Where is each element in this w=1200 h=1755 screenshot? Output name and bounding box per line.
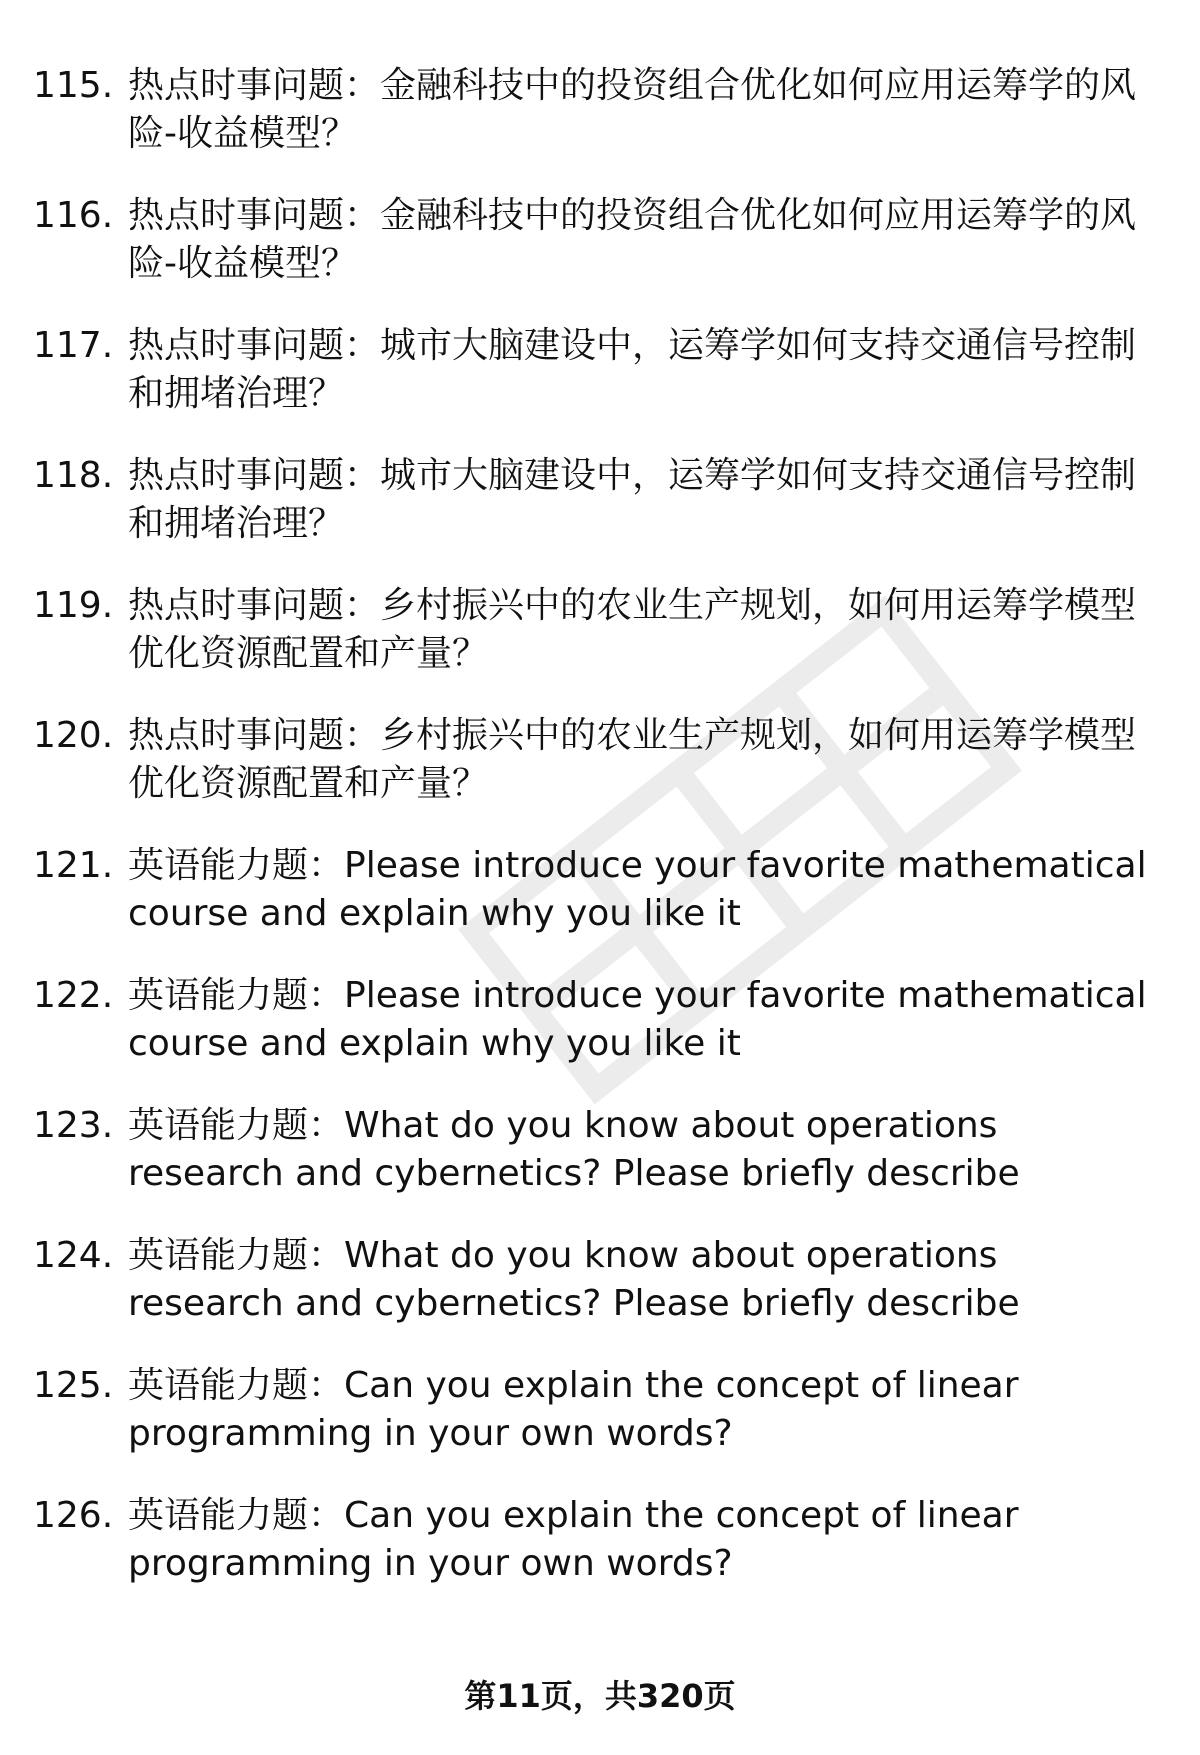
question-item-121 <box>33 842 1173 938</box>
question-number: 120. <box>33 715 114 756</box>
question-item-119 <box>33 582 1173 678</box>
question-item-120 <box>33 712 1173 808</box>
question-number: 118. <box>33 455 114 496</box>
question-number: 115. <box>33 65 114 106</box>
question-text: 热点时事问题：金融科技中的投资组合优化如何应用运筹学的风险-收益模型？ <box>128 65 1137 154</box>
question-number: 121. <box>33 845 114 886</box>
question-text: 热点时事问题：金融科技中的投资组合优化如何应用运筹学的风险-收益模型？ <box>128 195 1137 284</box>
question-text: 热点时事问题：乡村振兴中的农业生产规划，如何用运筹学模型优化资源配置和产量？ <box>128 585 1137 674</box>
question-item-122 <box>33 972 1173 1068</box>
question-item-117 <box>33 322 1173 418</box>
question-number: 116. <box>33 195 114 236</box>
question-item-116 <box>33 192 1173 288</box>
question-text: 热点时事问题：城市大脑建设中，运筹学如何支持交通信号控制和拥堵治理？ <box>128 325 1137 414</box>
question-item-123 <box>33 1102 1173 1198</box>
question-text: 热点时事问题：乡村振兴中的农业生产规划，如何用运筹学模型优化资源配置和产量？ <box>128 715 1137 804</box>
page-footer: 第11页，共320页 <box>464 1677 736 1715</box>
question-text: 英语能力题：Please introduce your favorite mathematical course and explain why you like it <box>128 845 1147 934</box>
question-item-125 <box>33 1362 1173 1458</box>
question-item-118 <box>33 452 1173 548</box>
question-item-124 <box>33 1232 1173 1328</box>
question-number: 122. <box>33 975 114 1016</box>
question-number: 119. <box>33 585 114 626</box>
question-number: 124. <box>33 1235 114 1276</box>
question-text: 英语能力题：Can you explain the concept of linear programming in your own words? <box>128 1495 1019 1584</box>
question-list <box>33 62 1173 1622</box>
question-item-115 <box>33 62 1173 158</box>
question-text: 英语能力题：Please introduce your favorite mathematical course and explain why you like it <box>128 975 1147 1064</box>
question-number: 123. <box>33 1105 114 1146</box>
question-text: 英语能力题：Can you explain the concept of linear programming in your own words? <box>128 1365 1019 1454</box>
question-number: 126. <box>33 1495 114 1536</box>
question-item-126 <box>33 1492 1173 1588</box>
question-text: 英语能力题：What do you know about operations research and cybernetics? Please briefly describe <box>128 1105 1020 1194</box>
question-number: 125. <box>33 1365 114 1406</box>
question-text: 热点时事问题：城市大脑建设中，运筹学如何支持交通信号控制和拥堵治理？ <box>128 455 1137 544</box>
question-text: 英语能力题：What do you know about operations research and cybernetics? Please briefly describe <box>128 1235 1020 1324</box>
question-number: 117. <box>33 325 114 366</box>
